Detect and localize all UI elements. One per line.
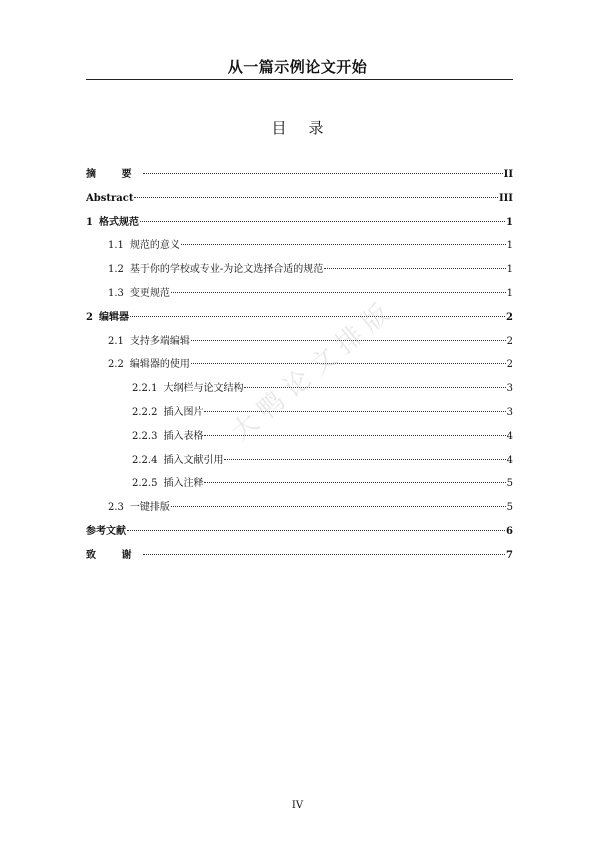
watermark: 大鸭论文排版 [225,293,402,448]
toc-entry-label: 格式规范 [98,216,139,228]
dot-leader [143,553,505,555]
toc-entry-label: 插入表格 [163,430,204,442]
toc-entry-label: 插入图片 [163,406,204,418]
toc-entry[interactable] [86,520,513,544]
toc-entry[interactable] [86,544,513,568]
toc-title [0,117,595,138]
dot-leader [130,315,505,317]
toc-entry-page: 1 [506,287,513,299]
toc-entry[interactable] [86,330,513,354]
toc-entry-label: 编辑器 [98,311,129,323]
toc-entry-number: 2.2 [108,359,124,371]
toc-entry-label: 大纲栏与论文结构 [163,383,244,395]
toc-entry-page: III [498,192,513,204]
dot-leader [127,529,505,531]
toc-entry-page: 4 [506,430,513,442]
page-number: IV [291,800,304,811]
toc-entry-number: 2.2.4 [132,454,158,466]
toc-entry-page: 1 [506,240,513,252]
toc-entry-number: 2.3 [108,502,124,514]
dot-leader [171,291,506,293]
toc-entry[interactable] [86,282,513,306]
toc-entry[interactable] [86,234,513,258]
toc-entry-number: 2.2.1 [132,383,158,395]
toc-entry-label: Abstract [86,192,134,204]
toc-entry-page: 4 [506,454,513,466]
toc-entry[interactable] [86,187,513,211]
toc-entry[interactable] [86,377,513,401]
toc-entry-label: 一键排版 [129,502,170,514]
toc-entry-number: 2.1 [108,335,124,347]
toc-entry-number: 2.2.3 [132,430,158,442]
toc-entry-label: 规范的意义 [129,240,180,252]
dot-leader [204,434,505,436]
toc-entry-number: 1.2 [108,264,124,276]
dot-leader [204,410,505,412]
toc-entry-page: 6 [506,525,513,537]
dot-leader [204,481,505,483]
toc-entry-page: 1 [506,216,513,228]
toc-entry-page: 2 [506,335,513,347]
toc-entry-page: 2 [506,311,513,323]
toc-title-left: 目 [271,119,287,137]
toc-entry[interactable] [86,306,513,330]
toc-entry[interactable] [86,449,513,473]
toc-entry-label: 变更规范 [129,287,170,299]
toc-entry-number: 1.1 [108,240,124,252]
toc-entry-page: 5 [506,502,513,514]
dot-leader [191,339,506,341]
toc-entry-label: 参考文献 [86,525,126,537]
dot-leader [191,362,506,364]
toc-title-right: 录 [308,119,324,137]
toc-entry[interactable] [86,211,513,235]
toc-entry[interactable] [86,163,513,187]
dot-leader [224,458,505,460]
toc-entry-number: 1 [86,216,93,228]
toc-entry[interactable] [86,472,513,496]
toc-entry[interactable] [86,401,513,425]
table-of-contents [86,163,513,568]
dot-leader [244,386,505,388]
toc-entry-label: 插入文献引用 [163,454,224,466]
running-header: 从一篇示例论文开始 [227,58,368,76]
dot-leader [140,220,505,222]
dot-leader [134,196,497,198]
toc-entry[interactable] [86,496,513,520]
toc-entry-number: 2.2.2 [132,406,158,418]
toc-entry-number: 2 [86,311,93,323]
toc-entry-page: II [503,169,513,180]
dot-leader [181,243,506,245]
dot-leader [171,505,506,507]
toc-entry-label: 摘 要 [86,169,143,180]
toc-entry-label: 致 谢 [86,549,143,561]
toc-entry[interactable] [86,353,513,377]
dot-leader [143,172,502,174]
toc-entry-number: 2.2.5 [132,478,158,490]
toc-entry-label: 基于你的学校或专业-为论文选择合适的规范 [129,264,324,276]
toc-entry-page: 3 [506,406,513,418]
toc-entry-page: 1 [506,264,513,276]
toc-entry-page: 5 [506,478,513,490]
toc-entry-label: 支持多端编辑 [129,335,190,347]
dot-leader [324,267,505,269]
toc-entry[interactable] [86,425,513,449]
toc-entry[interactable] [86,258,513,282]
header-divider [86,79,513,80]
toc-entry-label: 编辑器的使用 [129,359,190,371]
toc-entry-page: 2 [506,359,513,371]
toc-entry-label: 插入注释 [163,478,204,490]
toc-entry-page: 7 [506,549,513,561]
toc-entry-page: 3 [506,383,513,395]
toc-entry-number: 1.3 [108,287,124,299]
